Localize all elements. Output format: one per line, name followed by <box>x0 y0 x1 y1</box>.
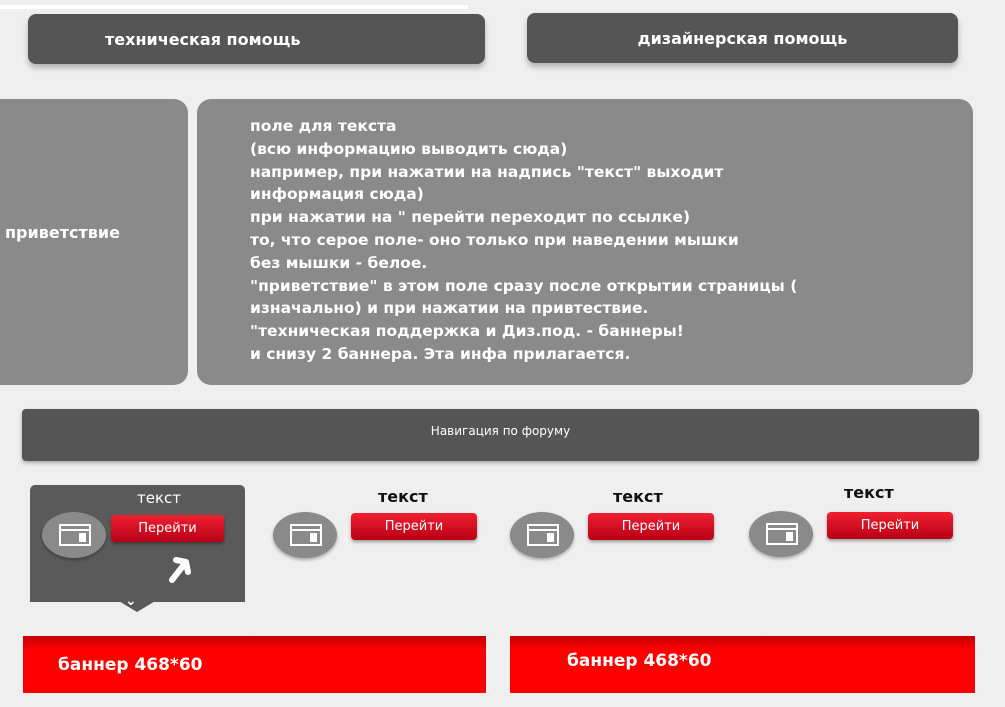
info-line: например, при нажатии на надпись "текст" выходит <box>250 162 724 181</box>
info-text-field <box>197 99 973 385</box>
greeting-tab[interactable] <box>0 99 188 385</box>
info-line: без мышки - белое. <box>250 253 428 272</box>
forum-navigation-label: Навигация по форуму <box>430 424 571 438</box>
info-line: при нажатии на " перейти переходит по ссылке) <box>250 208 691 227</box>
info-line: "приветствие" в этом поле сразу после открытии страницы ( <box>250 276 798 295</box>
greeting-label: приветствие <box>5 222 120 242</box>
design-help-label: дизайнерская помощь <box>637 28 848 48</box>
info-line: (всю информацию выводить сюда) <box>250 139 568 158</box>
card-hover-pointer <box>117 600 157 612</box>
bottom-banner-left[interactable] <box>23 636 486 693</box>
info-line: поле для текста <box>250 117 397 135</box>
info-line: изначально) и при нажатии на привтествие. <box>250 299 649 318</box>
window-icon <box>42 512 106 558</box>
info-line: то, что серое поле- оно только при наведении мышки <box>250 230 739 249</box>
design-help-banner[interactable] <box>527 13 958 63</box>
forum-navigation-bar[interactable] <box>22 409 979 461</box>
card-title[interactable]: текст <box>137 489 182 507</box>
banner-label: баннер 468*60 <box>567 651 712 671</box>
cursor-arrow-icon <box>162 550 202 584</box>
go-button[interactable]: Перейти <box>827 512 953 539</box>
card-title[interactable]: текст <box>613 487 663 506</box>
window-icon <box>510 512 574 558</box>
tech-help-label: техническая помощь <box>105 29 301 49</box>
go-button[interactable]: Перейти <box>351 513 477 540</box>
window-icon <box>273 512 337 558</box>
go-button[interactable]: Перейти <box>588 513 714 540</box>
tech-help-banner[interactable] <box>28 14 485 64</box>
window-icon <box>749 511 813 557</box>
info-line: информация сюда) <box>250 185 424 204</box>
banner-label: баннер 468*60 <box>58 655 203 675</box>
go-button[interactable]: Перейти <box>111 515 224 542</box>
info-line: "техническая поддержка и Диз.под. - баннеры! <box>250 322 684 341</box>
bottom-banner-right[interactable] <box>510 636 975 693</box>
info-line: и снизу 2 баннера. Эта инфа прилагается. <box>250 344 631 363</box>
card-title[interactable]: текст <box>378 487 428 506</box>
chevron-down-icon: ⌄ <box>125 593 137 609</box>
card-title[interactable]: текст <box>844 483 894 502</box>
top-divider <box>0 5 468 9</box>
